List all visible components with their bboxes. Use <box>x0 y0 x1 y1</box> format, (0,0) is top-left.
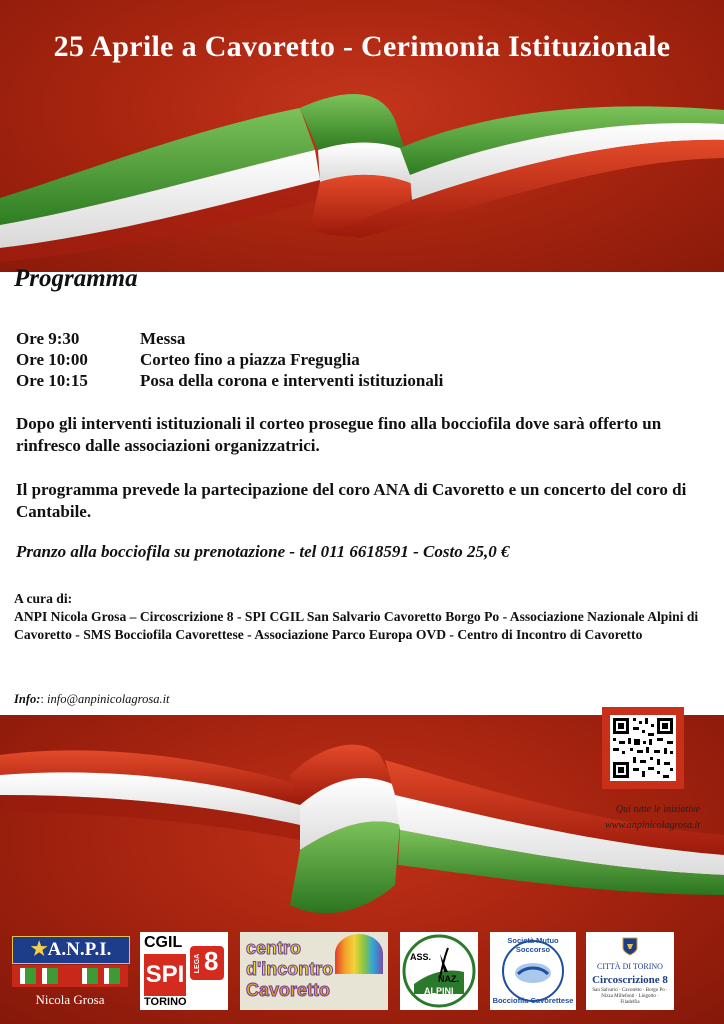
cgil-city: TORINO <box>144 996 187 1008</box>
info-label: Info: <box>14 692 41 706</box>
centro-incontro-logo <box>240 932 388 1010</box>
alpini-logo <box>400 932 478 1010</box>
spi-label: SPI <box>144 954 186 996</box>
schedule-item <box>16 328 696 349</box>
anpi-subtitle: Nicola Grosa <box>35 992 105 1007</box>
qr-website-link[interactable]: www.anpinicolagrosa.it <box>604 820 700 831</box>
star-icon: ★ <box>30 939 48 960</box>
schedule-list <box>16 328 696 391</box>
organizers-list: ANPI Nicola Grosa – Circoscrizione 8 - SPI CGIL San Salvario Cavoretto Borgo Po - Associazione Nazionale Alpini di Cavoretto - SMS Bocciofila Cavorettese - Associazione Parco Europa OVD - Centro di Incontro di Cavoretto <box>14 609 699 642</box>
qr-caption <box>560 802 700 834</box>
bocciofila-top-text: Società Mutuo Soccorso <box>507 936 559 954</box>
schedule-time: Ore 9:30 <box>16 329 80 348</box>
qr-caption-line: Qui tutte le iniziative <box>615 804 700 815</box>
centro-line: d'incontro <box>246 959 334 979</box>
qr-code-frame[interactable] <box>602 707 684 789</box>
organizers-heading: A cura di: <box>14 591 73 606</box>
alpini-emblem-icon <box>400 932 478 1010</box>
schedule-time: Ore 10:15 <box>16 371 88 390</box>
page-title: 25 Aprile a Cavoretto - Cerimonia Istituzionale <box>53 30 671 63</box>
circoscrizione-city: CITTÀ DI TORINO <box>597 962 663 971</box>
lega-number: 8 <box>204 946 219 976</box>
centro-line: Cavoretto <box>246 980 331 1000</box>
info-email-link[interactable]: info@anpinicolagrosa.it <box>47 692 170 706</box>
anpi-name: A.N.P.I. <box>47 939 112 960</box>
torino-crest-icon <box>622 936 638 956</box>
qr-code[interactable] <box>610 715 676 781</box>
program-heading: Programma <box>14 265 138 292</box>
alpini-ass: ASS. <box>410 952 432 962</box>
centro-line: centro <box>246 938 302 958</box>
circoscrizione-areas: San Salvario · Cavoretto · Borgo Po · Nizza Millefonti · Lingotto · Filadelfia <box>592 988 668 1005</box>
lega-label: LEGA <box>194 953 202 974</box>
flag-stripes-icon <box>12 965 128 987</box>
schedule-time: Ore 10:00 <box>16 350 88 369</box>
schedule-event: Posa della corona e interventi istituzionali <box>140 371 444 390</box>
info-line: Info:: info@anpinicolagrosa.it <box>14 692 170 706</box>
cgil-spi-logo <box>140 932 228 1010</box>
bocciofila-bottom-text: Bocciofila Cavorettese <box>492 996 574 1005</box>
schedule-event: Corteo fino a piazza Freguglia <box>140 350 360 369</box>
cgil-label: CGIL <box>144 934 183 951</box>
qr-code-icon <box>610 715 676 781</box>
bocciofila-logo <box>490 932 576 1010</box>
alpini-naz: NAZ. <box>438 974 459 984</box>
circoscrizione-logo <box>586 932 674 1010</box>
program-paragraph-1: Dopo gli interventi istituzionali il corteo prosegue fino alla bocciofila dove sarà offerto un rinfresco dalle associazioni organizzatrici. <box>16 414 662 455</box>
sponsor-logos <box>0 932 724 1012</box>
program-paragraph-2: Il programma prevede la partecipazione del coro ANA di Cavoretto e un concerto del coro di Cantabile. <box>16 480 687 521</box>
lunch-info: Pranzo alla bocciofila su prenotazione - tel 011 6618591 - Costo 25,0 € <box>16 542 510 561</box>
schedule-item <box>16 370 696 391</box>
anpi-logo <box>12 932 130 1010</box>
organizers-block <box>14 590 704 644</box>
schedule-item <box>16 349 696 370</box>
alpini-label: ALPINI <box>424 986 454 996</box>
circoscrizione-name: Circoscrizione 8 <box>592 974 668 986</box>
schedule-event: Messa <box>140 329 186 348</box>
